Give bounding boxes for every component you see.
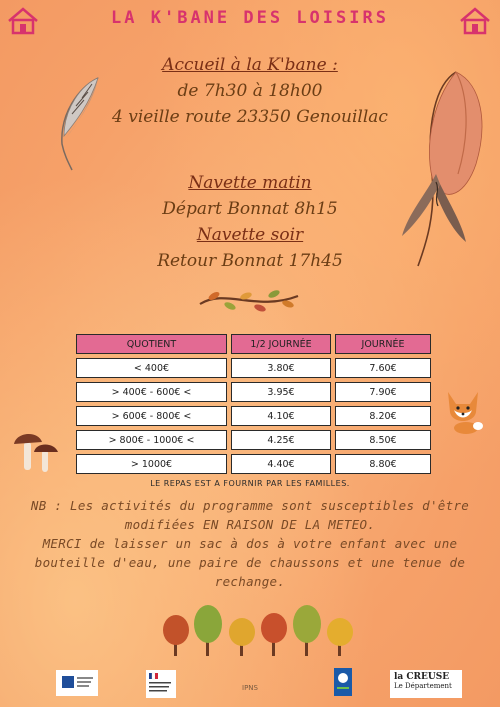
republique-logo [146, 670, 176, 698]
cell-demi-journee: 4.10€ [231, 406, 331, 426]
cell-quotient: > 800€ - 1000€ < [76, 430, 227, 450]
header-quotient: QUOTIENT [76, 334, 227, 354]
header-demi-journee: 1/2 JOURNÉE [231, 334, 331, 354]
cell-quotient: > 1000€ [76, 454, 227, 474]
house-icon-right [458, 6, 492, 36]
cell-demi-journee: 3.80€ [231, 358, 331, 378]
creuse-line2: Le Département [394, 682, 452, 690]
tree-icon [327, 618, 353, 656]
tree-icon [194, 605, 222, 656]
cell-journee: 8.20€ [335, 406, 431, 426]
tree-icon [293, 605, 321, 656]
cell-demi-journee: 4.25€ [231, 430, 331, 450]
cell-demi-journee: 4.40€ [231, 454, 331, 474]
accueil-address: 4 vieille route 23350 Genouillac [112, 107, 388, 127]
table-header-row [76, 334, 431, 354]
creuse-logo [390, 670, 462, 698]
nb-notice [12, 496, 488, 591]
nb-line: bouteille d'eau, une paire de chaussons et une tenue de [34, 555, 466, 570]
table-row [76, 454, 431, 474]
nb-line: rechange. [214, 574, 286, 589]
cell-journee: 8.50€ [335, 430, 431, 450]
nb-line: modifiées EN RAISON DE LA METEO. [124, 517, 376, 532]
cell-quotient: > 600€ - 800€ < [76, 406, 227, 426]
navette-soir-heading: Navette soir [196, 225, 304, 245]
cell-journee: 7.60€ [335, 358, 431, 378]
navette-soir-detail: Retour Bonnat 17h45 [157, 251, 343, 271]
tree-icon [261, 613, 287, 656]
navette-matin-detail: Départ Bonnat 8h15 [162, 199, 338, 219]
cell-journee: 7.90€ [335, 382, 431, 402]
accueil-heading: Accueil à la K'bane : [162, 55, 338, 75]
vine-icon [196, 282, 302, 318]
caf-logo [56, 670, 98, 696]
table-row [76, 382, 431, 402]
tree-icon-row [160, 602, 360, 658]
fox-icon [440, 386, 486, 436]
creuse-line1: la CREUSE [394, 672, 450, 682]
cell-journee: 8.80€ [335, 454, 431, 474]
repas-note: LE REPAS EST A FOURNIR PAR LES FAMILLES. [150, 479, 350, 488]
nb-line: NB : Les activités du programme sont susceptibles d'être [30, 498, 470, 513]
nb-line: MERCI de laisser un sac à dos à votre enfant avec une [42, 536, 458, 551]
table-row [76, 430, 431, 450]
ipns-label: IPNS [242, 684, 258, 692]
table-row [76, 406, 431, 426]
navette-matin-heading: Navette matin [188, 173, 312, 193]
table-row [76, 358, 431, 378]
msa-logo [334, 668, 352, 696]
tree-icon [229, 618, 255, 656]
tree-icon [163, 615, 189, 656]
cell-demi-journee: 3.95€ [231, 382, 331, 402]
header-journee: JOURNÉE [335, 334, 431, 354]
tarif-table [72, 330, 435, 478]
page-title: LA K'BANE DES LOISIRS [111, 8, 389, 28]
cell-quotient: < 400€ [76, 358, 227, 378]
cell-quotient: > 400€ - 600€ < [76, 382, 227, 402]
accueil-hours: de 7h30 à 18h00 [177, 81, 323, 101]
mushroom-icon [12, 420, 60, 476]
